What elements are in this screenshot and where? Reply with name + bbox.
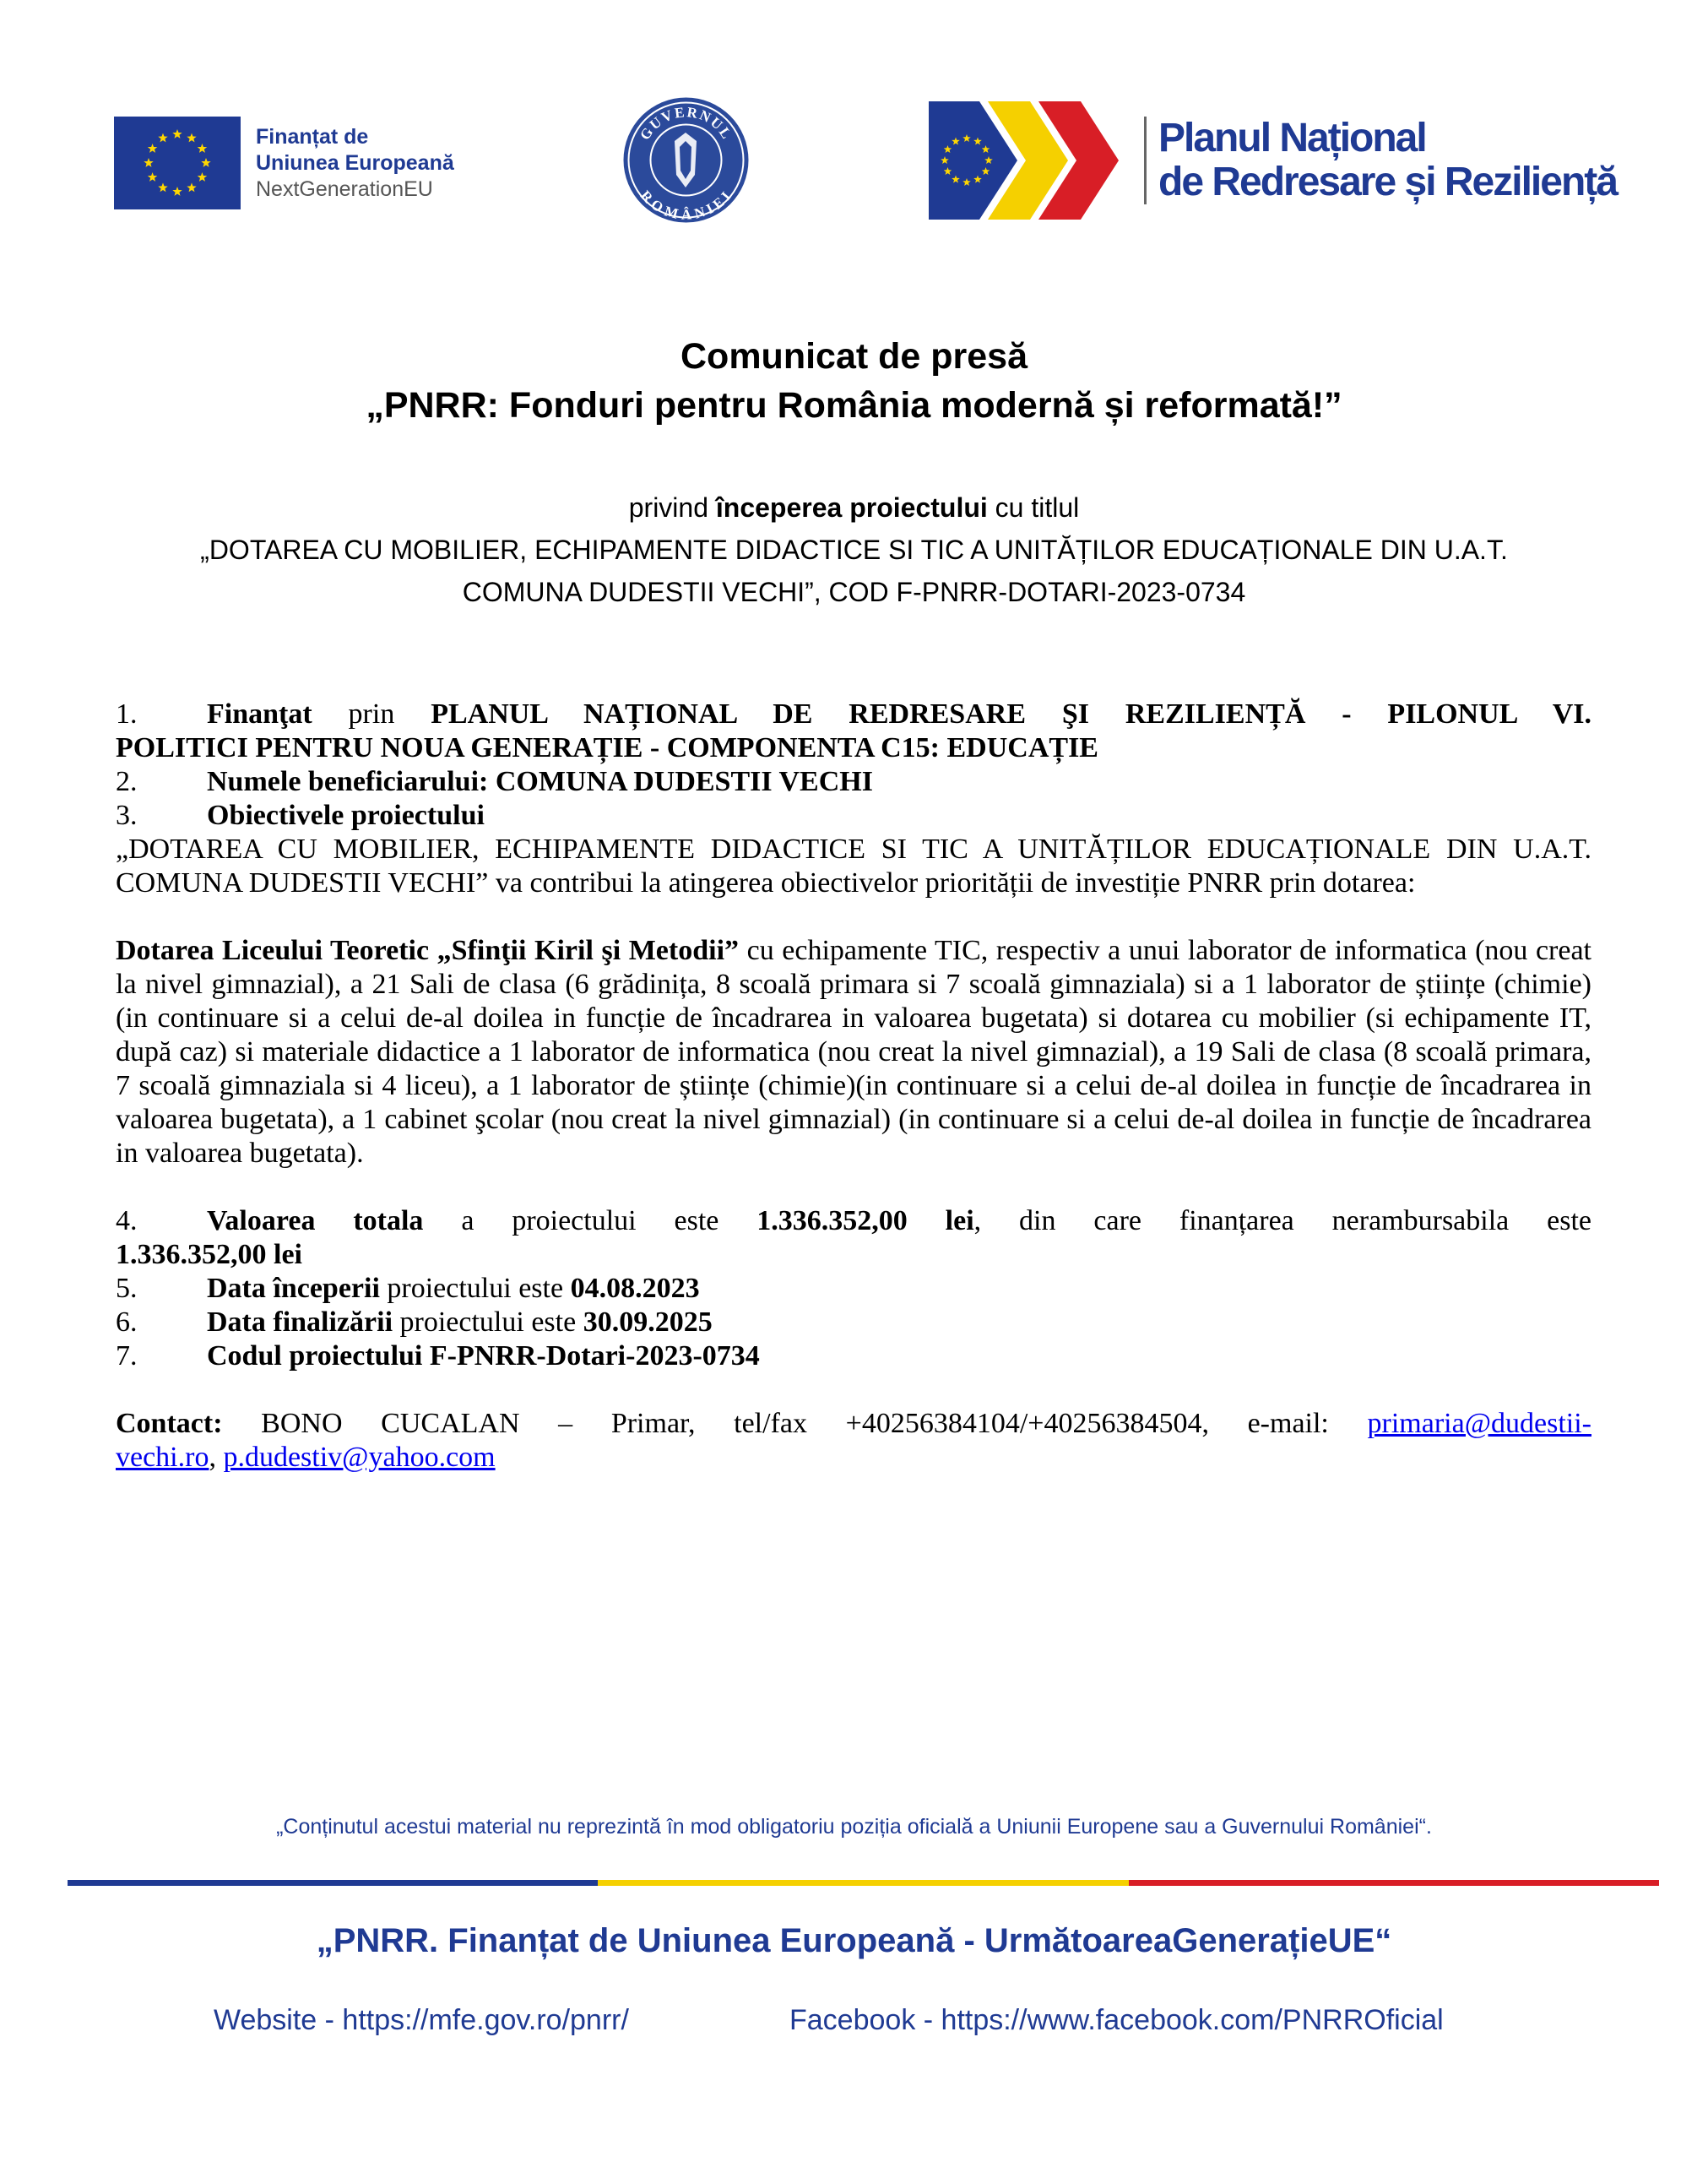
footer-slogan: „PNRR. Finanțat de Uniunea Europeană - UrmătoareaGenerațieUE“ <box>316 1922 1392 1959</box>
contact-line <box>116 1407 1591 1441</box>
eu-stars-icon <box>114 117 241 209</box>
list-number: 3. <box>116 800 138 831</box>
page-subtitle: „PNRR: Fonduri pentru România modernă și reformată!” <box>366 385 1342 426</box>
intro-line-2: „DOTAREA CU MOBILIER, ECHIPAMENTE DIDACTICE SI TIC A UNITĂȚILOR EDUCAȚIONALE DIN U.A.T. <box>200 535 1508 565</box>
tricolor-divider <box>68 1880 1659 1886</box>
contact-text: BONO CUCALAN – Primar, tel/fax +40256384104/+40256384504, e-mail: <box>222 1408 1368 1439</box>
list-number: 4. <box>116 1205 138 1236</box>
page-title: Comunicat de presă <box>680 336 1028 377</box>
pnrr-logo <box>929 101 1617 220</box>
contact-line-2 <box>116 1441 1591 1475</box>
list-number: 5. <box>116 1273 138 1304</box>
email-link-primaria-cont[interactable]: vechi.ro <box>116 1442 209 1473</box>
intro-bold: începerea proiectului <box>715 492 988 523</box>
intro-pre: privind <box>628 492 716 523</box>
item1-bold2: PLANUL NAȚIONAL DE REDRESARE ŞI REZILIENȚĂ - PILONUL VI. <box>431 698 1591 730</box>
government-seal-icon <box>621 95 751 225</box>
email-link-primaria[interactable]: primaria@dudestii- <box>1367 1408 1591 1439</box>
eu-logo-line1: Finanțat de <box>256 124 369 149</box>
list-item-4 <box>116 1204 1591 1238</box>
list-number: 6. <box>116 1306 138 1338</box>
dotare-paragraph <box>116 934 1591 1171</box>
dotare-bold: Dotarea Liceului Teoretic „Sfinţii Kiril şi Metodii” <box>116 935 740 966</box>
item1-bold1: Finanţat <box>207 698 312 730</box>
list-item-6 <box>116 1306 1591 1339</box>
contact-label: Contact: <box>116 1408 223 1439</box>
eu-logo-line3: NextGenerationEU <box>256 177 433 201</box>
item6-bold1: Data finalizării <box>207 1306 393 1338</box>
seal-top-text: GUVERNUL <box>637 104 735 144</box>
divider-blue <box>68 1880 598 1886</box>
item5-normal: proiectului este <box>379 1273 571 1304</box>
intro-line-3: COMUNA DUDESTII VECHI”, COD F-PNRR-DOTARI-2023-0734 <box>462 577 1246 607</box>
item5-bold2: 04.08.2023 <box>570 1273 700 1304</box>
pnrr-logo-line2: de Redresare și Reziliență <box>1158 160 1617 204</box>
item5-bold1: Data începerii <box>207 1273 380 1304</box>
list-item-1 <box>116 698 1591 731</box>
item2-text: Numele beneficiarului: COMUNA DUDESTII VECHI <box>207 766 873 797</box>
list-item-7 <box>116 1339 1591 1373</box>
contact-sep: , <box>209 1442 224 1473</box>
email-link-yahoo[interactable]: p.dudestiv@yahoo.com <box>223 1442 496 1473</box>
item1-line2 <box>116 731 1591 765</box>
item3-text: Obiectivele proiectului <box>207 800 485 831</box>
objectives-paragraph: „DOTAREA CU MOBILIER, ECHIPAMENTE DIDACTICE SI TIC A UNITĂȚILOR EDUCAȚIONALE DIN U.A.T. COMUNA DUDESTII VECHI” va contribui la atingerea obiectivelor priorității de investiție PNRR prin dotarea: <box>116 834 1591 899</box>
item1-line2-text: POLITICI PENTRU NOUA GENERAȚIE - COMPONENTA C15: EDUCAȚIE <box>116 732 1098 763</box>
eu-flag-icon <box>114 117 241 209</box>
facebook-link[interactable]: Facebook - https://www.facebook.com/PNRROficial <box>789 2004 1444 2036</box>
pnrr-arrow-flag-icon <box>929 101 1127 220</box>
intro-line-1 <box>0 490 1708 525</box>
item4-line2-text: 1.336.352,00 lei <box>116 1239 302 1270</box>
divider-yellow <box>598 1880 1128 1886</box>
eu-funding-logo <box>114 117 454 209</box>
list-item-3 <box>116 799 1591 833</box>
pnrr-logo-line1: Planul Național <box>1158 116 1426 160</box>
eu-logo-line2: Uniunea Europeană <box>256 150 454 175</box>
item4-bold2: 1.336.352,00 lei <box>756 1205 974 1236</box>
item4-line2 <box>116 1238 1591 1272</box>
item6-normal: proiectului este <box>393 1306 583 1338</box>
item4-normal1: a proiectului este <box>423 1205 757 1236</box>
list-item-2 <box>116 765 1591 799</box>
romanian-government-seal <box>621 95 751 225</box>
item4-text <box>207 1204 1591 1238</box>
list-number: 7. <box>116 1340 138 1372</box>
list-number: 1. <box>116 698 138 730</box>
intro-post: cu titlul <box>987 492 1080 523</box>
list-item-5 <box>116 1272 1591 1306</box>
item4-bold1: Valoarea totala <box>207 1205 424 1236</box>
item1-normal: prin <box>312 698 431 730</box>
item1-text <box>207 698 1591 731</box>
item4-normal2: , din care finanțarea nerambursabila este <box>973 1205 1592 1236</box>
item6-bold2: 30.09.2025 <box>583 1306 713 1338</box>
document-body <box>116 698 1591 1475</box>
website-link[interactable]: Website - https://mfe.gov.ro/pnrr/ <box>214 2004 629 2036</box>
divider-red <box>1129 1880 1659 1886</box>
disclaimer-text: „Conținutul acestui material nu reprezintă în mod obligatoriu poziția oficială a Uniunii Europene sau a Guvernului României“. <box>276 1815 1432 1839</box>
seal-bottom-text: ROMÂNIEI <box>637 187 735 223</box>
dotare-text: cu echipamente TIC, respectiv a unui laborator de informatica (nou creat la nivel gimnazial), a 21 Sali de clasa (6 grădinița, 8 scoală primara si 7 scoală gimnaziala) si a 1 laborator de științe (chimie) (in continuare si a celui de-al doilea in funcție de încadrarea in valoarea bugetata) si dotarea cu mobilier (si echipamente IT, după caz) si materiale didactice a 1 laborator de informatica (nou creat la nivel gimnazial), a 19 Sali de clasa (8 scoală primara, 7 scoală gimnaziala si 4 liceu), a 1 laborator de științe (chimie)(in continuare si a celui de-al doilea in funcție de încadrarea in valoarea bugetata), a 1 cabinet şcolar (nou creat la nivel gimnazial) (in continuare si a celui de-al doilea in funcție de încadrarea in valoarea bugetata). <box>116 935 1591 1169</box>
item7-text: Codul proiectului F-PNRR-Dotari-2023-0734 <box>207 1340 760 1372</box>
list-number: 2. <box>116 766 138 797</box>
